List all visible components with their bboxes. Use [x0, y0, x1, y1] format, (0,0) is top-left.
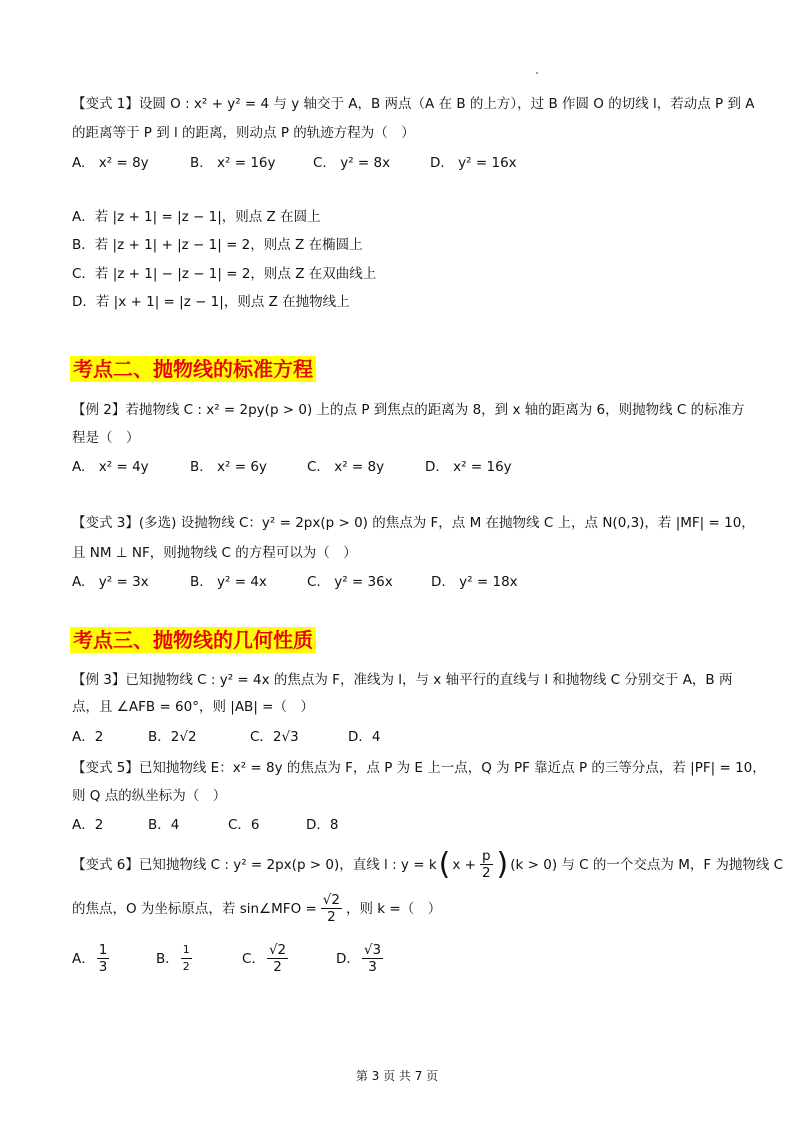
option-letter: A．	[72, 950, 95, 967]
example3-option-d[interactable]: D．4	[348, 729, 381, 745]
example2-question-line2: 程是（ ）	[72, 430, 140, 446]
fraction-numerator: 1	[181, 942, 192, 959]
variant6-option-b[interactable]	[156, 942, 194, 975]
variant3-option-c[interactable]: C. y² = 36x	[307, 574, 393, 590]
example3-question-line1: 【例 3】已知抛物线 C : y² = 4x 的焦点为 F，准线为 l，与 x 轴平行的直线与 l 和抛物线 C 分别交于 A，B 两	[72, 672, 733, 688]
variant6-line2-text-a: 的焦点，O 为坐标原点，若 sin∠MFO =	[72, 900, 317, 917]
variant6-line1-text-b: (k > 0) 与 C 的一个交点为 M，F 为抛物线 C	[510, 856, 784, 873]
fraction-denominator: 2	[273, 959, 282, 975]
variant6-paren-left: (	[438, 846, 451, 882]
fraction-numerator: √3	[363, 942, 382, 958]
section3-heading: 考点三、抛物线的几何性质	[70, 627, 316, 653]
variant1-option-c[interactable]: C. y² = 8x	[313, 155, 391, 171]
variant3-question-line2: 且 NM ⊥ NF，则抛物线 C 的方程可以为（ ）	[72, 545, 357, 561]
option-letter: B．	[156, 950, 179, 967]
variant3-question-line1: 【变式 3】(多选) 设抛物线 C：y² = 2px(p > 0) 的焦点为 F，点 M 在抛物线 C 上，点 N(0,3)，若 |MF| = 10，	[72, 515, 755, 531]
fraction-denominator: 3	[368, 959, 377, 975]
fraction-numerator: √2	[268, 942, 287, 958]
variant6-option-a[interactable]	[72, 942, 111, 975]
fraction-denominator: 3	[98, 959, 108, 975]
variant1-option-d[interactable]: D. y² = 16x	[430, 155, 517, 171]
variant6-sin-fraction	[321, 892, 342, 925]
variant6-question-line2	[72, 892, 441, 925]
complex-option-b[interactable]: B．若 |z + 1| + |z − 1| = 2，则点 Z 在椭圆上	[72, 237, 363, 253]
example2-option-d[interactable]: D. x² = 16y	[425, 459, 512, 475]
example2-option-a[interactable]: A. x² = 4y	[72, 459, 149, 475]
fraction-denominator: 2	[182, 960, 190, 973]
complex-option-c[interactable]: C．若 |z + 1| − |z − 1| = 2，则点 Z 在双曲线上	[72, 266, 377, 282]
complex-option-d[interactable]: D．若 |x + 1| = |z − 1|，则点 Z 在抛物线上	[72, 294, 350, 310]
variant1-question-line1: 【变式 1】设圆 O : x² + y² = 4 与 y 轴交于 A，B 两点（A 在 B 的上方），过 B 作圆 O 的切线 l，若动点 P 到 A	[72, 96, 755, 112]
option-letter: C．	[242, 950, 265, 967]
variant6-option-c[interactable]	[242, 942, 290, 975]
example3-option-a[interactable]: A．2	[72, 729, 104, 745]
variant5-question-line2: 则 Q 点的纵坐标为（ ）	[72, 788, 227, 804]
variant6-question-line1	[72, 848, 783, 881]
option-fraction	[267, 942, 288, 975]
variant3-option-b[interactable]: B. y² = 4x	[190, 574, 267, 590]
variant1-question-line2: 的距离等于 P 到 l 的距离，则动点 P 的轨迹方程为（ ）	[72, 125, 415, 141]
variant5-option-b[interactable]: B．4	[148, 817, 180, 833]
variant3-option-d[interactable]: D. y² = 18x	[431, 574, 518, 590]
variant6-paren-right: )	[496, 846, 509, 882]
variant6-p-den: 2	[481, 865, 491, 881]
variant3-option-a[interactable]: A. y² = 3x	[72, 574, 149, 590]
section2-heading: 考点二、抛物线的标准方程	[70, 356, 316, 382]
variant6-p-over-2	[480, 848, 493, 881]
variant6-line2-text-b: ，则 k =（ ）	[346, 900, 442, 917]
complex-option-a[interactable]: A．若 |z + 1| = |z − 1|，则点 Z 在圆上	[72, 209, 321, 225]
variant5-option-a[interactable]: A．2	[72, 817, 104, 833]
variant5-option-c[interactable]: C．6	[228, 817, 260, 833]
example2-option-b[interactable]: B. x² = 6y	[190, 459, 267, 475]
variant5-option-d[interactable]: D．8	[306, 817, 339, 833]
variant5-question-line1: 【变式 5】已知抛物线 E：x² = 8y 的焦点为 F，点 P 为 E 上一点，Q 为 PF 靠近点 P 的三等分点，若 |PF| = 10，	[72, 760, 766, 776]
variant1-option-b[interactable]: B. x² = 16y	[190, 155, 276, 171]
variant1-option-a[interactable]: A. x² = 8y	[72, 155, 149, 171]
option-fraction	[181, 942, 192, 975]
example2-question-line1: 【例 2】若抛物线 C : x² = 2py(p > 0) 上的点 P 到焦点的距离为 8，到 x 轴的距离为 6，则抛物线 C 的标准方	[72, 402, 745, 418]
variant6-p-num: p	[481, 848, 491, 864]
option-fraction	[97, 942, 110, 975]
variant6-option-d[interactable]	[336, 942, 385, 975]
example3-question-line2: 点，且 ∠AFB = 60°，则 |AB| =（ ）	[72, 699, 314, 715]
fraction-numerator: 1	[98, 942, 108, 958]
example2-option-c[interactable]: C. x² = 8y	[307, 459, 385, 475]
option-fraction	[362, 942, 383, 975]
variant6-sin-num: √2	[322, 892, 340, 908]
example3-option-c[interactable]: C．2√3	[250, 729, 299, 745]
option-letter: D．	[336, 950, 360, 967]
example3-option-b[interactable]: B．2√2	[148, 729, 197, 745]
page-footer: 第 3 页 共 7 页	[355, 1069, 439, 1083]
stray-dot	[536, 72, 538, 74]
variant6-x-plus: x +	[452, 856, 476, 873]
variant6-line1-text-a: 【变式 6】已知抛物线 C : y² = 2px(p > 0)，直线 l : y = k	[72, 856, 437, 873]
variant6-sin-den: 2	[327, 909, 336, 925]
